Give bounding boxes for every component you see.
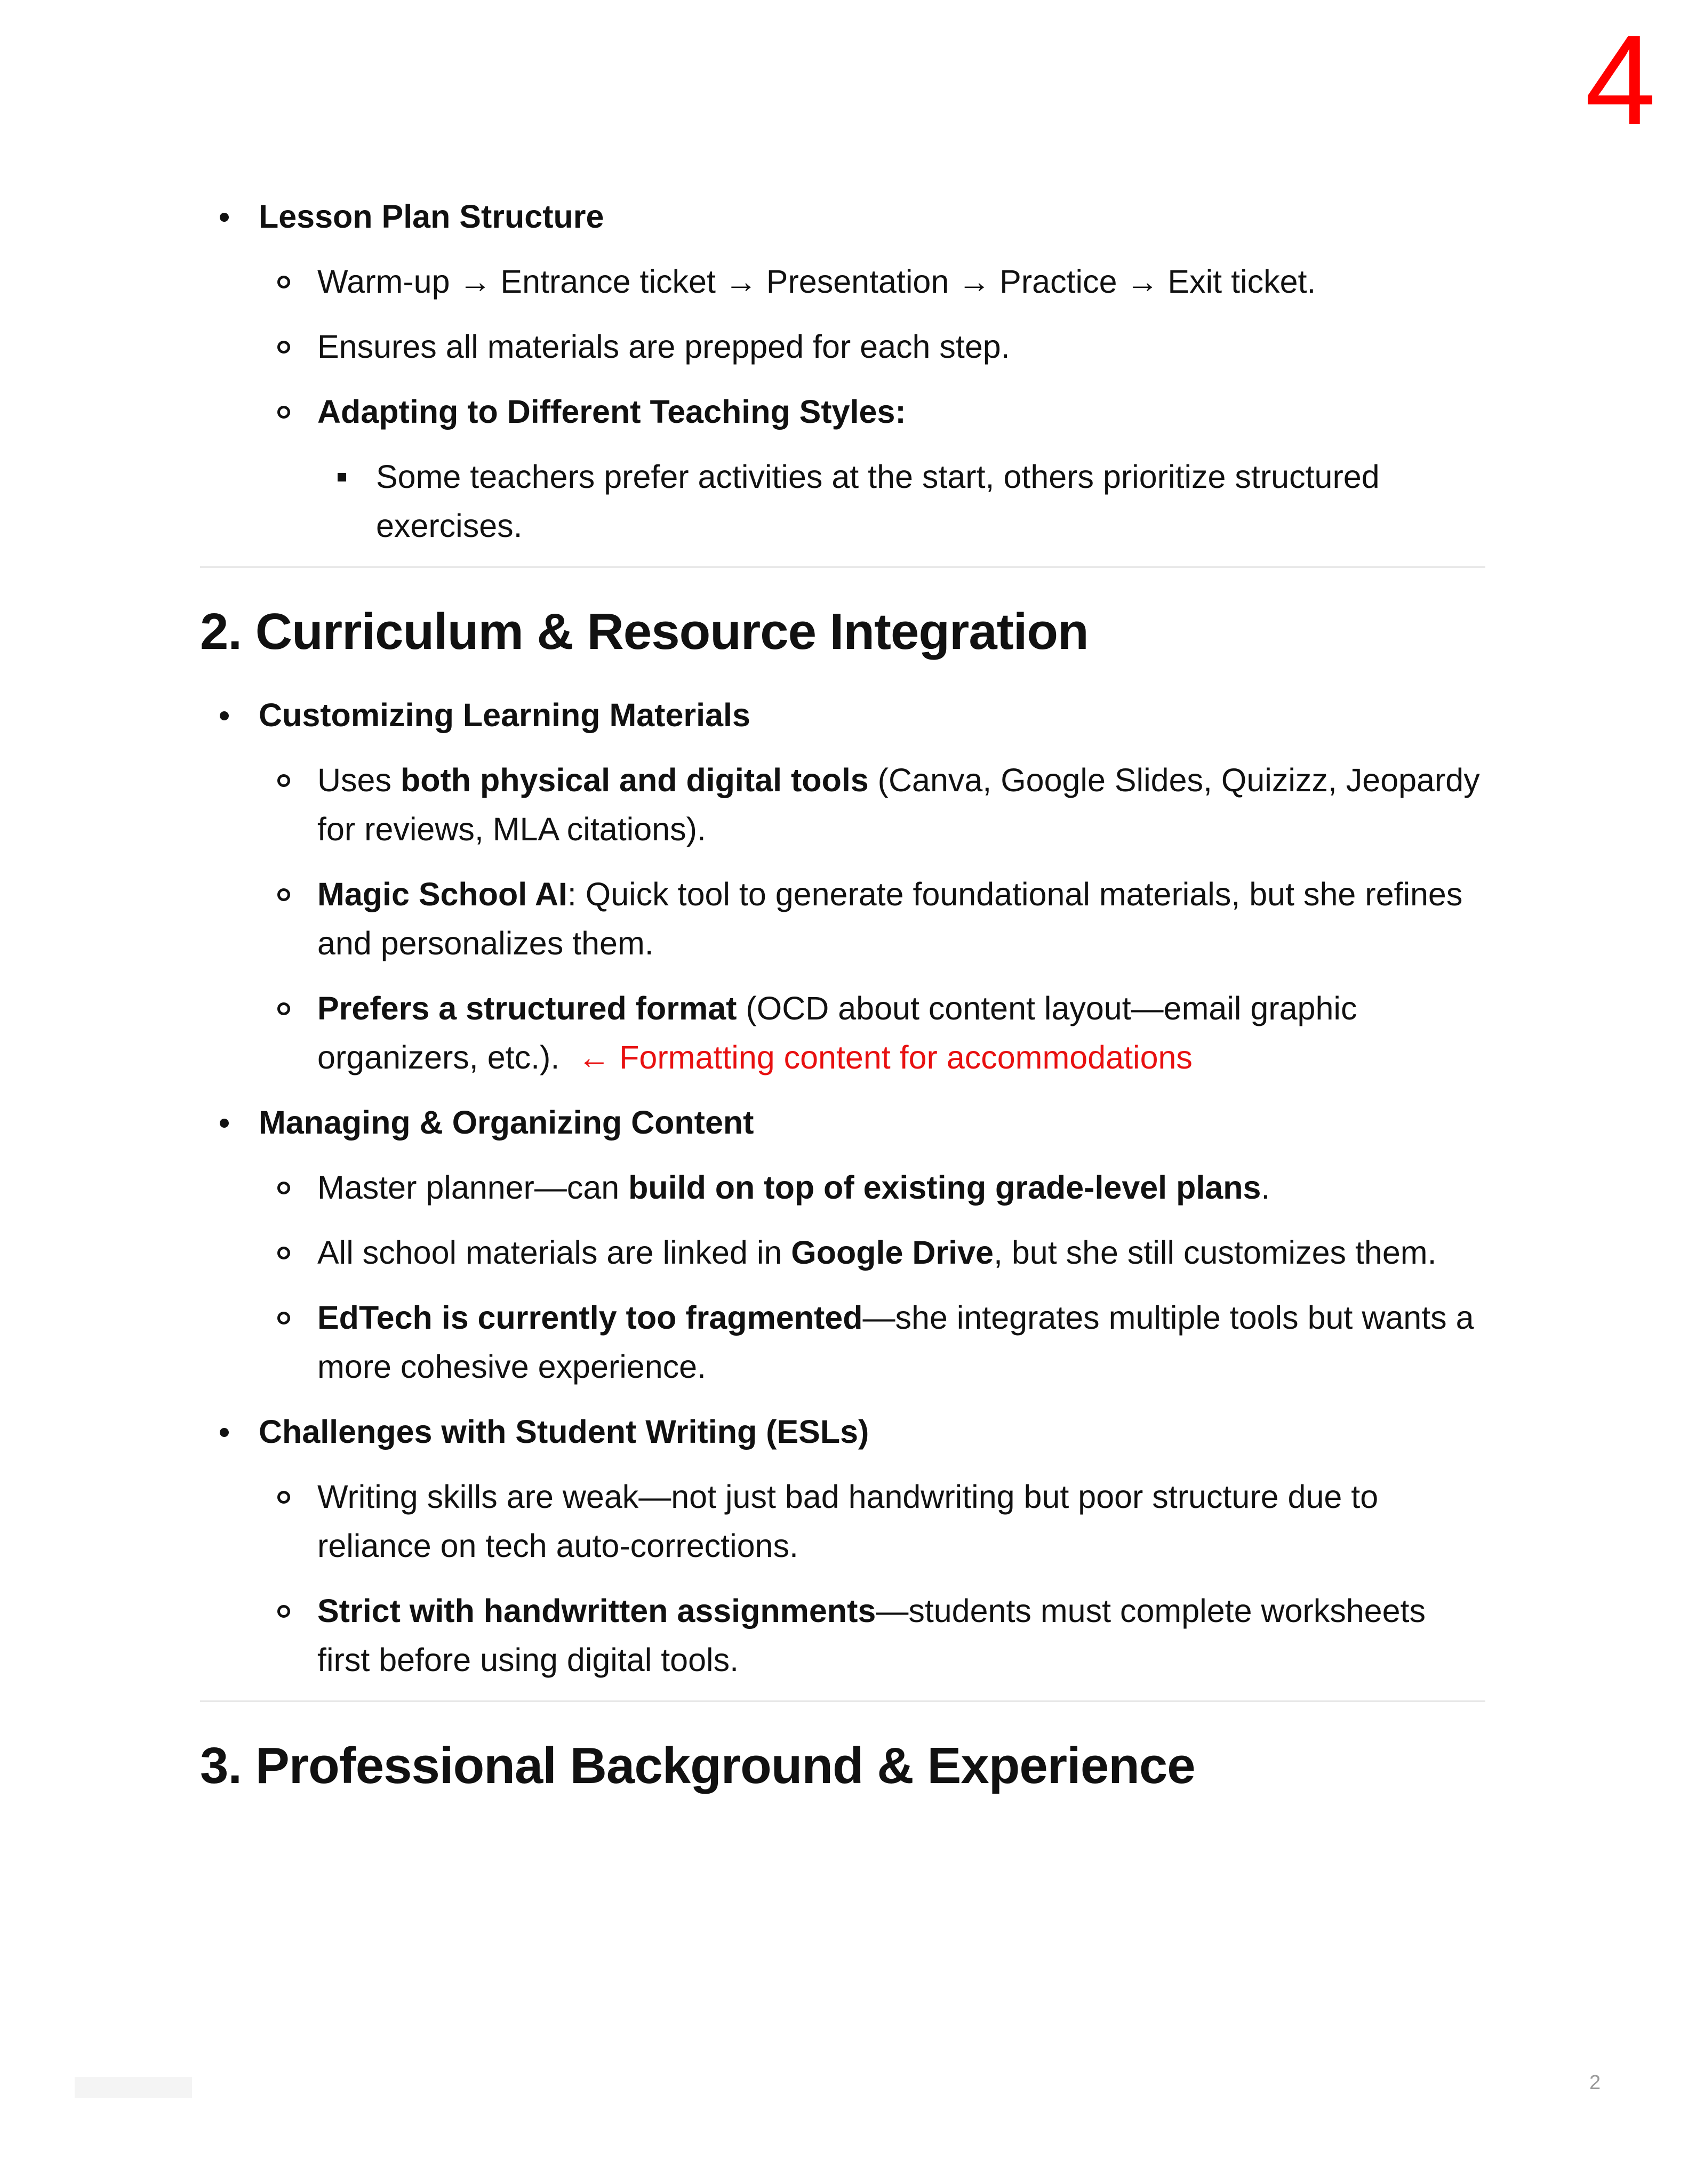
page-number: 2 <box>1589 2071 1601 2094</box>
sub-bullet-structured-format: Prefers a structured format (OCD about content layout—email graphic organizers, etc.). ← Formatting content for accommodations <box>200 984 1485 1082</box>
annotation-page-number: 4 <box>1585 9 1656 151</box>
section-heading-professional-background: 3. Professional Background & Experience <box>200 1737 1195 1794</box>
sub-bullet-lesson-flow: Warm-up → Entrance ticket → Presentation → Practice → Exit ticket. <box>200 257 1485 306</box>
sub-bullet-writing-skills: Writing skills are weak—not just bad handwriting but poor structure due to reliance on tech auto-corrections. <box>200 1472 1485 1570</box>
sub-bullet-adapting-styles: Adapting to Different Teaching Styles: <box>200 387 1485 436</box>
document-body <box>200 192 1485 1825</box>
bullet-managing-content: Managing & Organizing Content <box>200 1098 1485 1147</box>
section-divider <box>200 566 1485 568</box>
sub-bullet-master-planner: Master planner—can build on top of existing grade-level plans. <box>200 1163 1485 1212</box>
section-divider <box>200 1700 1485 1702</box>
sub-bullet-handwritten-assignments: Strict with handwritten assignments—students must complete worksheets first before using digital tools. <box>200 1586 1485 1684</box>
bullet-student-writing: Challenges with Student Writing (ESLs) <box>200 1407 1485 1456</box>
bullet-lesson-plan-structure: Lesson Plan Structure <box>200 192 1485 241</box>
sub-bullet-edtech-fragmented: EdTech is currently too fragmented—she integrates multiple tools but wants a more cohesive experience. <box>200 1293 1485 1391</box>
sub-bullet-materials-prepped: Ensures all materials are prepped for each step. <box>200 322 1485 371</box>
bullet-customizing-materials: Customizing Learning Materials <box>200 690 1485 740</box>
sub-bullet-google-drive: All school materials are linked in Google Drive, but she still customizes them. <box>200 1228 1485 1277</box>
footer-placeholder <box>75 2077 192 2098</box>
sub-bullet-magic-school-ai: Magic School AI: Quick tool to generate foundational materials, but she refines and personalizes them. <box>200 870 1485 968</box>
handwritten-annotation-note: ← Formatting content for accommodations <box>578 1039 1193 1075</box>
sub-bullet-physical-digital-tools: Uses both physical and digital tools (Canva, Google Slides, Quizizz, Jeopardy for reviews, MLA citations). <box>200 756 1485 854</box>
sub-sub-bullet-teacher-preferences: Some teachers prefer activities at the start, others prioritize structured exercises. <box>200 452 1485 550</box>
section-heading-curriculum: 2. Curriculum & Resource Integration <box>200 603 1089 660</box>
